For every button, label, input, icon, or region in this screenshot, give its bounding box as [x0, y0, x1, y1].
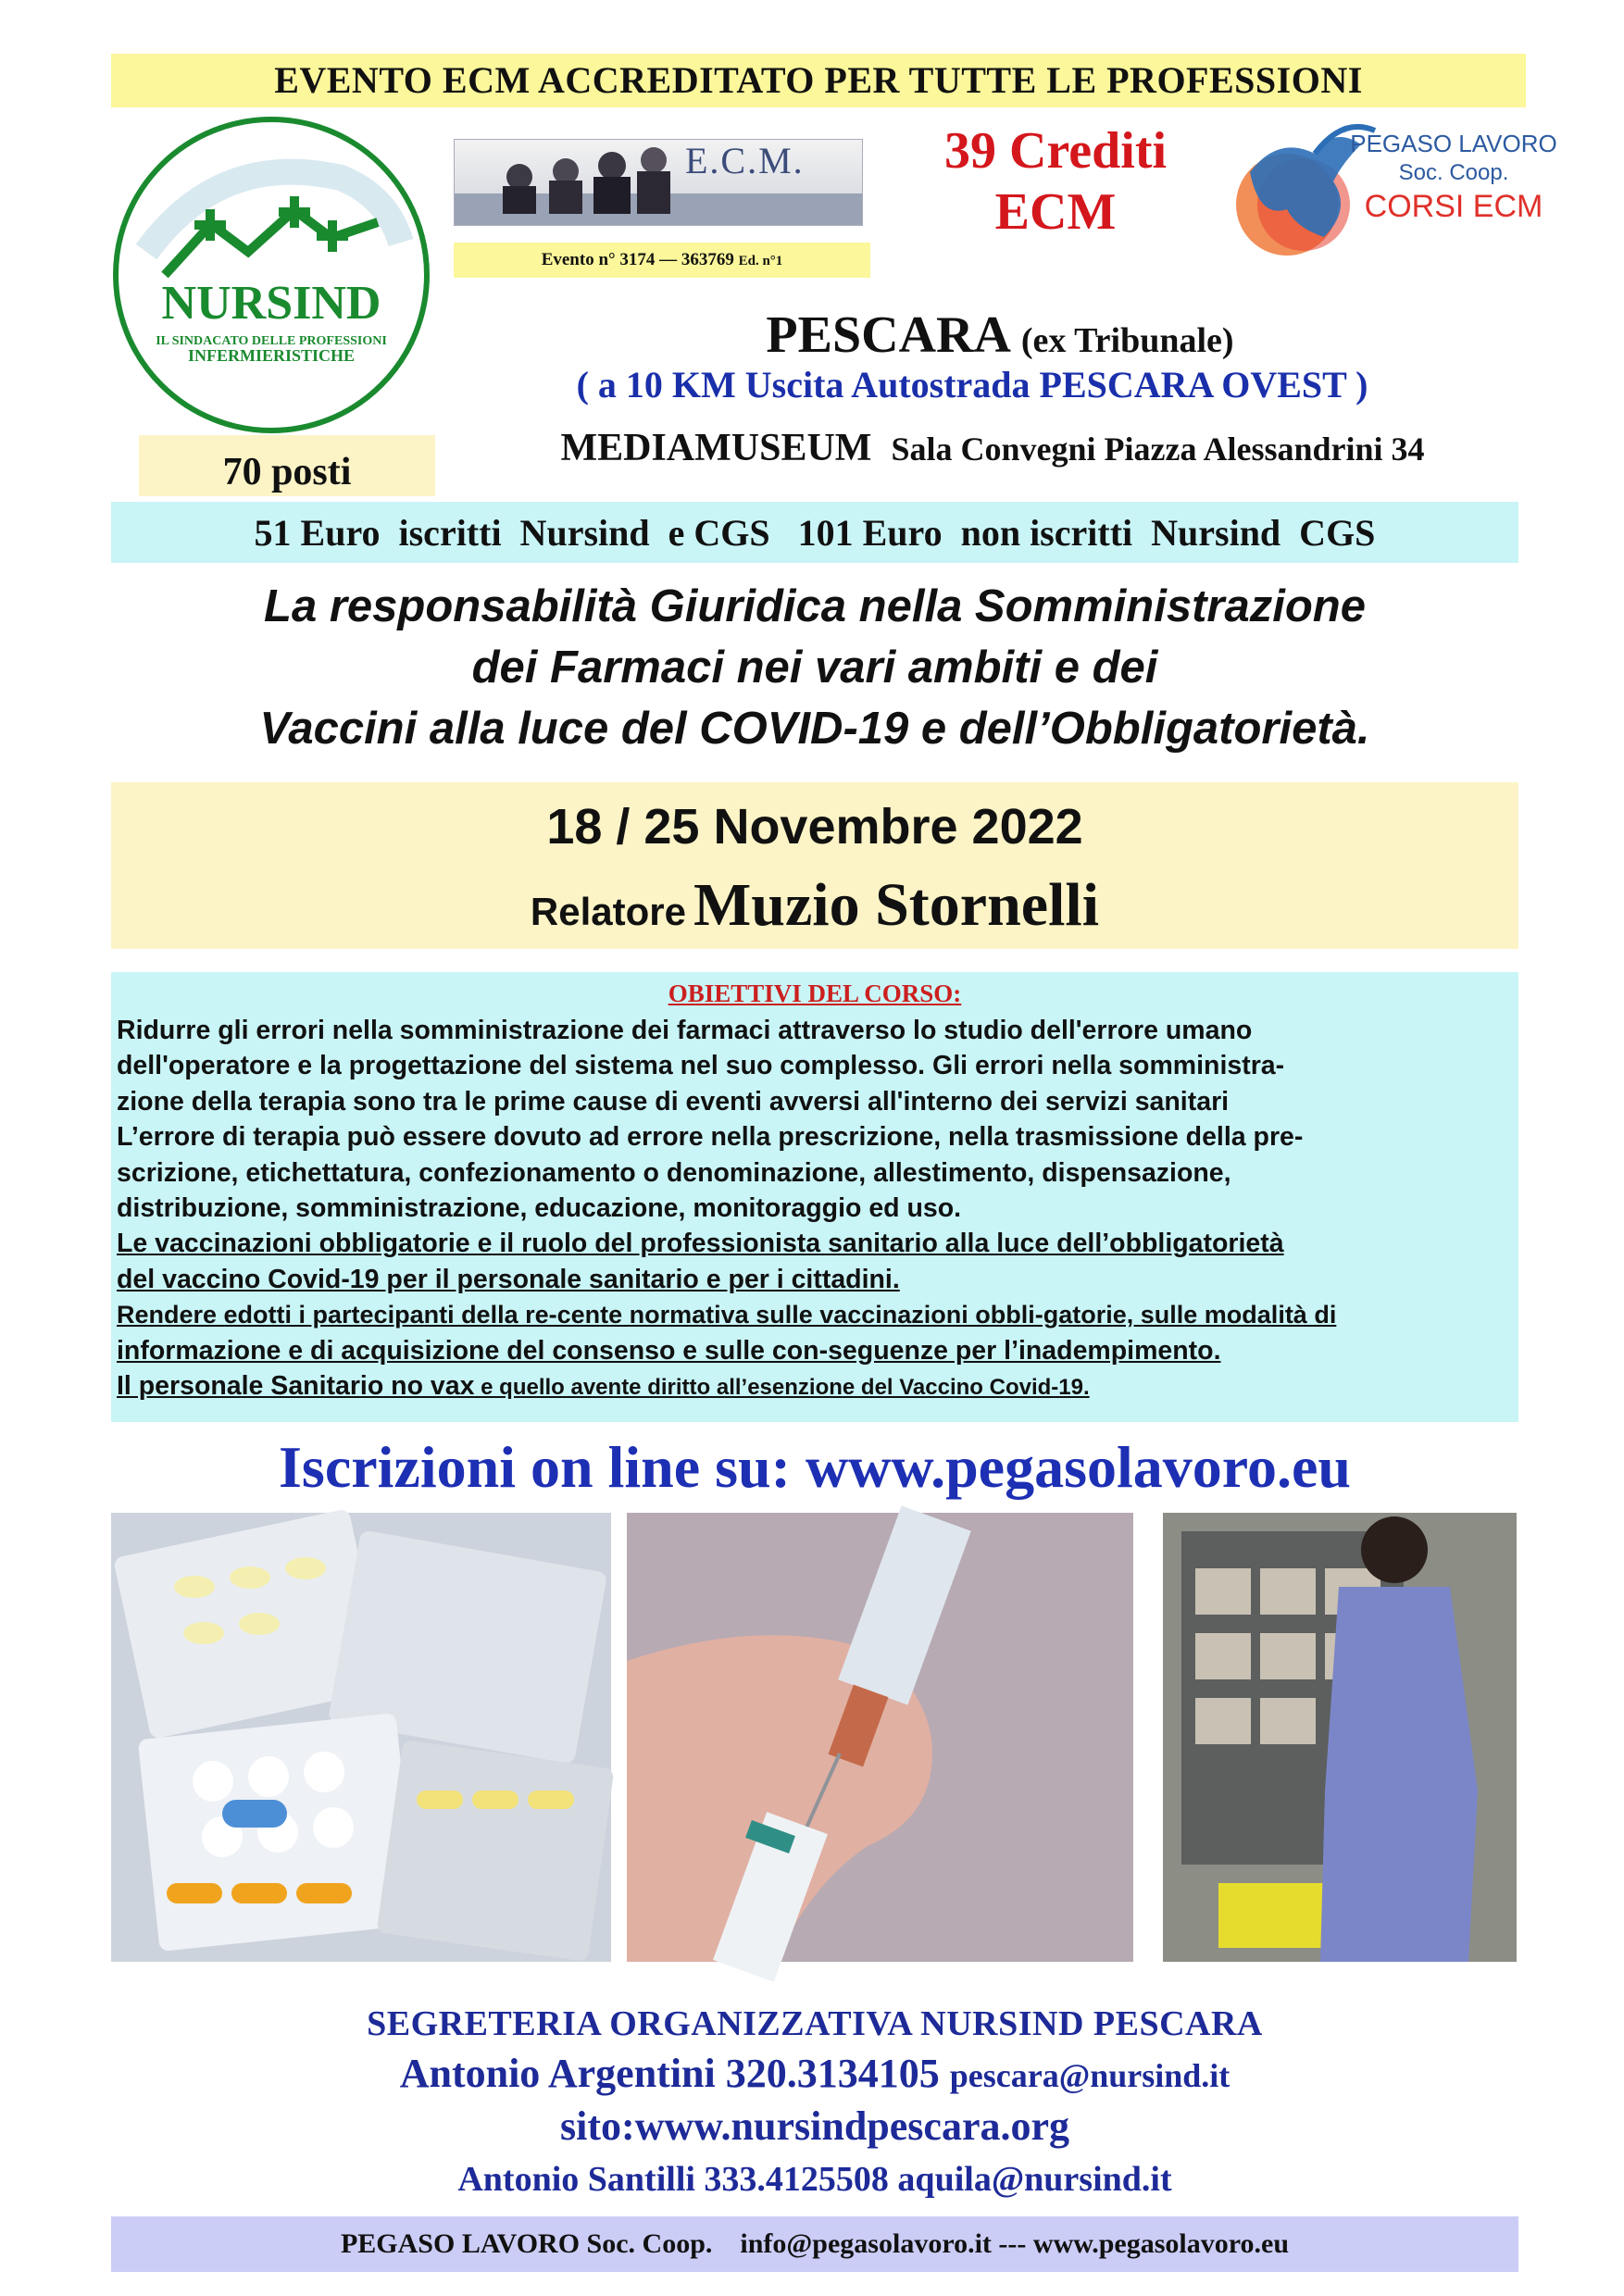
secretariat	[111, 2003, 1518, 2200]
banner-text: EVENTO ECM ACCREDITATO PER TUTTE LE PROFESSIONI	[274, 59, 1363, 101]
course-dates: 18 / 25 Novembre 2022	[546, 799, 1083, 855]
objectives-p1-line: zione della terapia sono tra le prime cause di eventi avversi all'interno dei servizi sanitari	[117, 1086, 1230, 1117]
objectives-p1-line: scrizione, etichettatura, confezionamento o denominazione, allestimento, dispensazione,	[117, 1157, 1231, 1188]
objectives-p4	[117, 1368, 1515, 1405]
ecm-label: E.C.M.	[685, 140, 805, 181]
venue-name: MEDIAMUSEUM	[560, 427, 872, 469]
speaker-label: Relatore	[530, 890, 686, 933]
pills-photo	[111, 1513, 611, 1962]
venue-line	[456, 426, 1530, 470]
city-note: (ex Tribunale)	[1020, 321, 1234, 360]
objectives-heading: OBIETTIVI DEL CORSO:	[668, 980, 962, 1007]
city-name: PESCARA	[766, 306, 1008, 364]
secretariat-email-1[interactable]: pescara@nursind.it	[949, 2057, 1230, 2094]
pegaso-logo-line3: CORSI ECM	[1364, 189, 1543, 224]
secretariat-contact-1-name: Antonio Argentini 320.3134105	[399, 2051, 940, 2096]
objectives-p3-line: Rendere edotti i partecipanti della re-cente normativa sulle vaccinazioni obbli-gatorie, sulle modalità di	[117, 1301, 1337, 1329]
pegaso-lavoro-logo	[1222, 117, 1557, 265]
speaker-name: Muzio Stornelli	[693, 871, 1100, 939]
secretariat-title: SEGRETERIA ORGANIZZATIVA NURSIND PESCARA	[367, 2004, 1263, 2043]
objectives-p4-end: e quello avente diritto all’esenzione del Vaccino Covid-19.	[474, 1375, 1090, 1401]
prices-band	[111, 502, 1518, 563]
objectives-p4-start: Il personale Sanitario no vax	[117, 1371, 475, 1402]
course-title-line-1: La responsabilità Giuridica nella Somministrazione	[264, 581, 1366, 631]
credits-line1: 39 Crediti	[943, 122, 1168, 180]
objectives-p1-line: L’errore di terapia può essere dovuto ad errore nella prescrizione, nella trasmissione della pre-	[117, 1122, 1304, 1153]
seats-badge: 70 posti	[139, 435, 435, 496]
objectives-p3-line: informazione e di acquisizione del consenso e sulle con-seguenze per l’inadempimento.	[117, 1335, 1221, 1366]
course-title-line-3: Vaccini alla luce del COVID-19 e dell’Obbligatorietà.	[259, 704, 1370, 754]
nursind-logo-name: NURSIND	[161, 277, 381, 330]
footer-org: PEGASO LAVORO Soc. Coop.	[340, 2228, 713, 2259]
pegaso-logo-line2: Soc. Coop.	[1398, 160, 1509, 185]
credits-block	[907, 120, 1204, 243]
objectives-p1-line: dell'operatore e la progettazione del sistema nel suo complesso. Gli errori nella somministra-	[117, 1051, 1285, 1081]
ecm-event-text: Evento n° 3174 — 363769	[541, 250, 734, 269]
footer	[111, 2216, 1518, 2272]
speaker-line	[111, 870, 1518, 941]
secretariat-site[interactable]: sito:www.nursindpescara.org	[559, 2103, 1070, 2149]
nursind-logo-tagline-1: IL SINDACATO DELLE PROFESSIONI	[156, 334, 387, 348]
ecm-edition: Ed. n°1	[738, 254, 783, 268]
secretariat-contact-1	[111, 2050, 1518, 2097]
objectives-p1-line: distribuzione, somministrazione, educazione, monitoraggio ed uso.	[117, 1193, 962, 1224]
city-heading	[518, 306, 1481, 365]
nursind-logo-tagline-2: INFERMIERISTICHE	[187, 346, 356, 365]
footer-site[interactable]: www.pegasolavoro.eu	[1032, 2228, 1290, 2259]
nurse-medication-cart-photo	[1163, 1513, 1517, 1962]
objectives-p2-line: del vaccino Covid-19 per il personale sanitario e per i cittadini.	[117, 1264, 900, 1294]
course-title-line-2: dei Farmaci nei vari ambiti e dei	[471, 643, 1158, 693]
course-title	[111, 576, 1518, 759]
footer-email[interactable]: info@pegasolavoro.it	[740, 2228, 992, 2259]
nursind-logo	[109, 113, 433, 437]
signup-url: Iscrizioni on line su: www.pegasolavoro.eu	[279, 1434, 1351, 1500]
venue-detail: Sala Convegni Piazza Alessandrini 34	[891, 430, 1425, 468]
objectives-p2-line: Le vaccinazioni obbligatorie e il ruolo del professionista sanitario alla luce dell’obbligatorietà	[117, 1229, 1284, 1259]
objectives-p1-line: Ridurre gli errori nella somministrazione dei farmaci attraverso lo studio dell'errore umano	[117, 1016, 1253, 1045]
syringe-vial-photo	[627, 1513, 1133, 1962]
top-banner	[111, 54, 1526, 107]
highway-exit: ( a 10 KM Uscita Autostrada PESCARA OVEST )	[576, 364, 1368, 406]
credits-line2: ECM	[994, 183, 1117, 241]
pegaso-logo-line1: PEGASO LAVORO	[1350, 130, 1557, 157]
prices-text: 51 Euro iscritti Nursind e CGS 101 Euro non iscritti Nursind CGS	[254, 512, 1376, 554]
secretariat-contact-2: Antonio Santilli 333.4125508 aquila@nursind.it	[457, 2160, 1172, 2199]
footer-separator: ---	[998, 2228, 1027, 2259]
objectives-body	[117, 1013, 1515, 1405]
ecm-event-number	[454, 243, 870, 278]
